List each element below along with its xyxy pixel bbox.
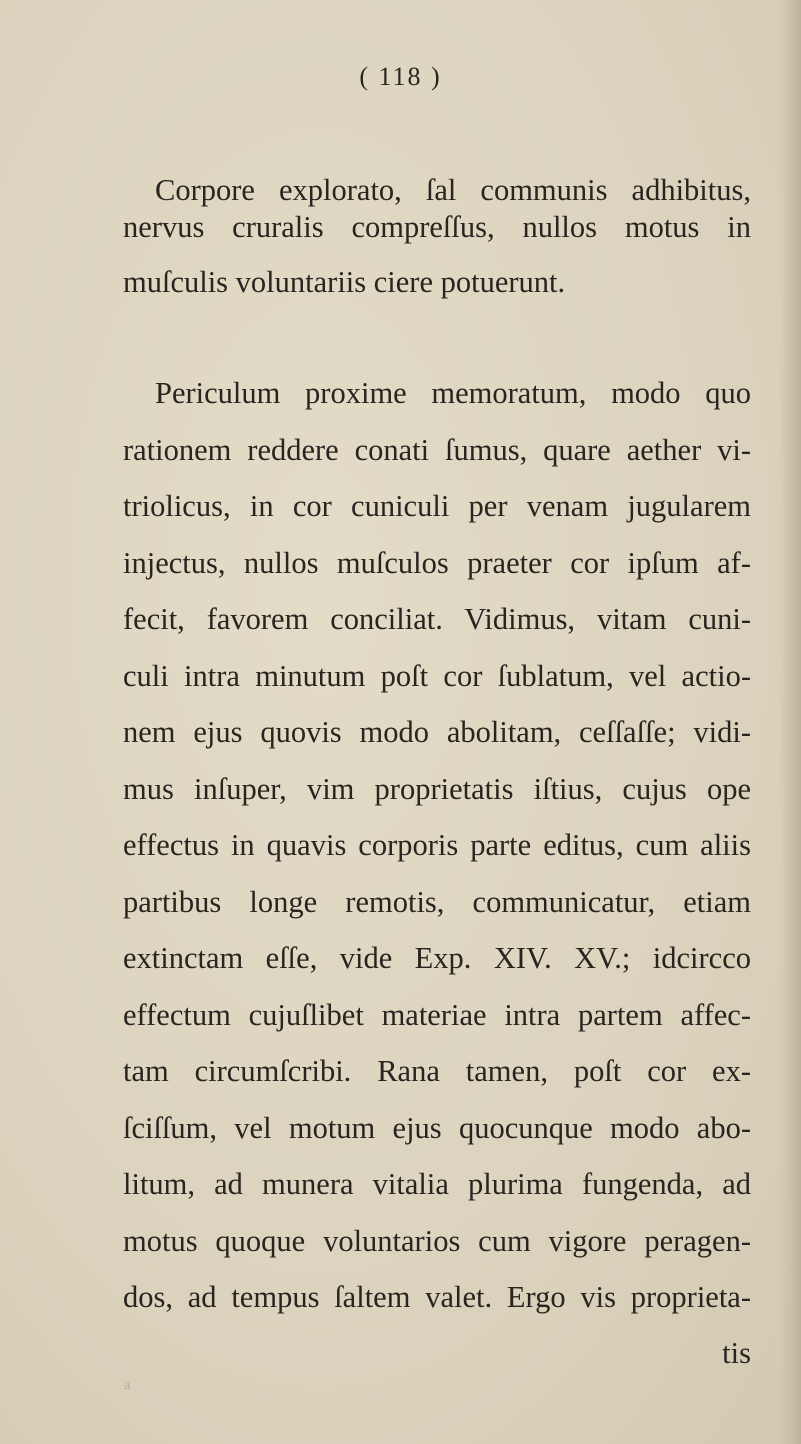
page-number: ( 118 ) — [359, 62, 442, 91]
text-line: Corpore explorato, ſal communis adhibitus, — [155, 173, 751, 207]
text-line: motus quoque voluntarios cum vigore peragen- — [123, 1224, 751, 1258]
text-line: tam circumſcribi. Rana tamen, poſt cor ex- — [123, 1054, 751, 1088]
text-line: ſciſſum, vel motum ejus quocunque modo abo- — [123, 1111, 751, 1145]
page-edge-shadow — [779, 0, 801, 1444]
text-line: injectus, nullos muſculos praeter cor ipſum af- — [123, 546, 751, 580]
text-line: effectus in quavis corporis parte editus, cum aliis — [123, 828, 751, 862]
text-line: nervus cruralis compreſſus, nullos motus in — [123, 210, 751, 244]
text-line: nem ejus quovis modo abolitam, ceſſaſſe; vidi- — [123, 715, 751, 749]
text-line: partibus longe remotis, communicatur, etiam — [123, 885, 751, 919]
text-line: triolicus, in cor cuniculi per venam jugularem — [123, 489, 751, 523]
catchword: tis — [722, 1336, 751, 1370]
text-line: culi intra minutum poſt cor ſublatum, vel actio- — [123, 659, 751, 693]
text-line: Periculum proxime memoratum, modo quo — [155, 376, 751, 410]
text-line: mus inſuper, vim proprietatis iſtius, cujus ope — [123, 772, 751, 806]
text-line: effectum cujuſlibet materiae intra partem affec- — [123, 998, 751, 1032]
text-line: rationem reddere conati ſumus, quare aether vi- — [123, 433, 751, 467]
text-line: dos, ad tempus ſaltem valet. Ergo vis proprieta- — [123, 1280, 751, 1314]
text-line: extinctam eſſe, vide Exp. XIV. XV.; idcircco — [123, 941, 751, 975]
signature-mark: a — [124, 1378, 131, 1393]
text-line: litum, ad munera vitalia plurima fungenda, ad — [123, 1167, 751, 1201]
text-line: fecit, favorem conciliat. Vidimus, vitam cuni- — [123, 602, 751, 636]
text-line: muſculis voluntariis ciere potuerunt. — [123, 265, 566, 299]
